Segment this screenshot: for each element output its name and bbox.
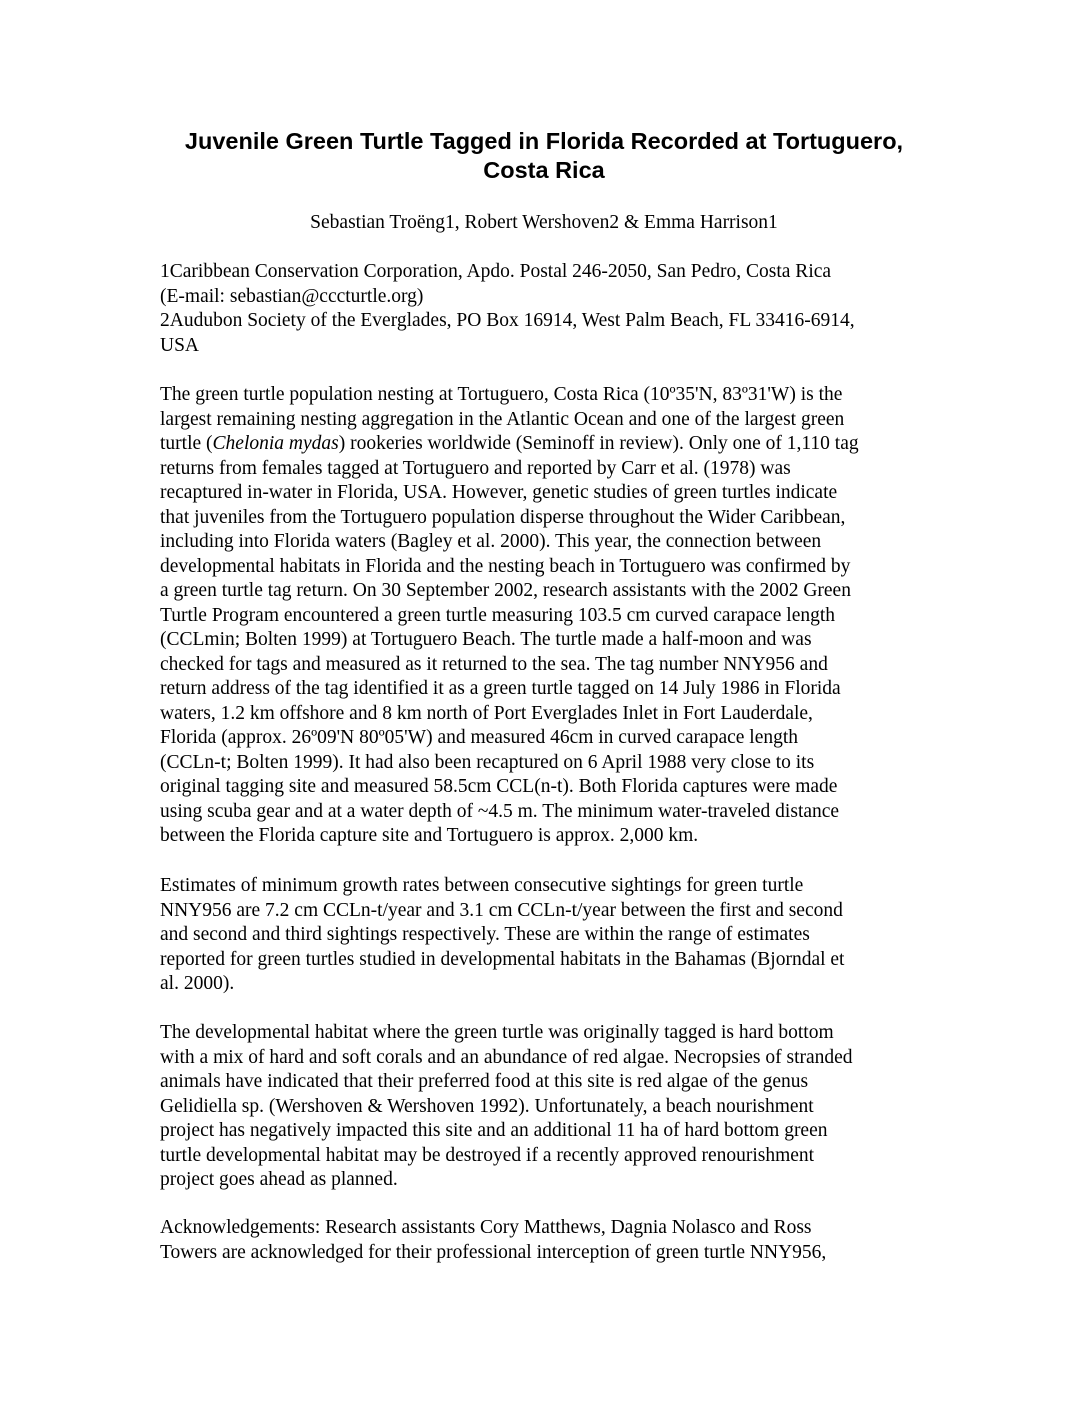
affiliation-line: (E-mail: sebastian@cccturtle.org) bbox=[160, 285, 424, 307]
text-line: animals have indicated that their preferred food at this site is red algae of the genus bbox=[160, 1071, 809, 1092]
text-line: Towers are acknowledged for their professional interception of green turtle NNY956, bbox=[160, 1241, 827, 1263]
species-name: Chelonia mydas bbox=[212, 433, 339, 454]
text-line: a green turtle tag return. On 30 September 2002, research assistants with the 2002 Green bbox=[160, 580, 851, 601]
text-line: using scuba gear and at a water depth of ~4.5 m. The minimum water-traveled distance bbox=[160, 800, 840, 822]
paper-title bbox=[120, 127, 968, 185]
text-line: Gelidiella sp. (Wershoven & Wershoven 1992). Unfortunately, a beach nourishment bbox=[160, 1095, 814, 1117]
text-line: that juveniles from the Tortuguero population disperse throughout the Wider Caribbean, bbox=[160, 506, 846, 528]
affiliation-line: USA bbox=[160, 334, 200, 356]
text-line: with a mix of hard and soft corals and an abundance of red algae. Necropsies of stranded bbox=[160, 1046, 853, 1068]
text-line: Turtle Program encountered a green turtle measuring 103.5 cm curved carapace length bbox=[160, 604, 836, 626]
title-line: Costa Rica bbox=[483, 157, 605, 183]
title-line: Juvenile Green Turtle Tagged in Florida Recorded at Tortuguero, bbox=[184, 128, 904, 154]
text-line: turtle developmental habitat may be destroyed if a recently approved renourishment bbox=[160, 1144, 815, 1166]
text-line bbox=[160, 432, 960, 457]
text-line: developmental habitats in Florida and the nesting beach in Tortuguero was confirmed by bbox=[160, 555, 851, 577]
text-line: and second and third sightings respectively. These are within the range of estimates bbox=[160, 924, 810, 945]
body-paragraph-intro bbox=[160, 383, 960, 849]
text-line: project goes ahead as planned. bbox=[160, 1169, 398, 1190]
text-line: recaptured in-water in Florida, USA. However, genetic studies of green turtles indicate bbox=[160, 482, 838, 503]
body-paragraph-habitat bbox=[160, 1021, 960, 1193]
text-line: (CCLmin; Bolten 1999) at Tortuguero Beach. The turtle made a half-moon and was bbox=[160, 629, 812, 650]
text-line: largest remaining nesting aggregation in the Atlantic Ocean and one of the largest green bbox=[160, 408, 845, 430]
body-paragraph-acknowledgements bbox=[160, 1216, 960, 1265]
text-line: including into Florida waters (Bagley et al. 2000). This year, the connection between bbox=[160, 531, 822, 552]
text-line: return address of the tag identified it as a green turtle tagged on 14 July 1986 in Florida bbox=[160, 678, 841, 699]
text-line: Acknowledgements: Research assistants Cory Matthews, Dagnia Nolasco and Ross bbox=[160, 1217, 812, 1238]
text-segment: ) rookeries worldwide (Seminoff in review). Only one of 1,110 tag bbox=[338, 433, 859, 454]
affiliation-line: 2Audubon Society of the Everglades, PO Box 16914, West Palm Beach, FL 33416-6914, bbox=[160, 310, 855, 331]
text-line: checked for tags and measured as it returned to the sea. The tag number NNY956 and bbox=[160, 653, 828, 675]
text-line: Estimates of minimum growth rates between consecutive sightings for green turtle bbox=[160, 875, 804, 896]
text-line: waters, 1.2 km offshore and 8 km north of Port Everglades Inlet in Fort Lauderdale, bbox=[160, 702, 813, 724]
text-line: returns from females tagged at Tortuguero and reported by Carr et al. (1978) was bbox=[160, 457, 791, 479]
text-line: The developmental habitat where the green turtle was originally tagged is hard bottom bbox=[160, 1022, 834, 1043]
text-line: original tagging site and measured 58.5cm CCL(n-t). Both Florida captures were made bbox=[160, 776, 838, 797]
affiliations bbox=[160, 260, 960, 358]
text-line: project has negatively impacted this site and an additional 11 ha of hard bottom green bbox=[160, 1120, 828, 1141]
text-line: NNY956 are 7.2 cm CCLn-t/year and 3.1 cm CCLn-t/year between the first and second bbox=[160, 899, 843, 921]
text-line: between the Florida capture site and Tortuguero is approx. 2,000 km. bbox=[160, 825, 699, 846]
text-segment: turtle ( bbox=[160, 433, 213, 454]
author-list: Sebastian Troëng1, Robert Wershoven2 & Emma Harrison1 bbox=[310, 212, 778, 233]
affiliation-line: 1Caribbean Conservation Corporation, Apdo. Postal 246-2050, San Pedro, Costa Rica bbox=[160, 261, 832, 282]
text-line: reported for green turtles studied in developmental habitats in the Bahamas (Bjorndal et bbox=[160, 948, 845, 970]
text-line: (CCLn-t; Bolten 1999). It had also been recaptured on 6 April 1988 very close to its bbox=[160, 751, 815, 773]
text-line: Florida (approx. 26º09'N 80º05'W) and measured 46cm in curved carapace length bbox=[160, 727, 799, 748]
text-line: al. 2000). bbox=[160, 973, 235, 994]
body-paragraph-growth-rates bbox=[160, 874, 960, 997]
text-line: The green turtle population nesting at Tortuguero, Costa Rica (10º35'N, 83º31'W) is the bbox=[160, 384, 843, 405]
